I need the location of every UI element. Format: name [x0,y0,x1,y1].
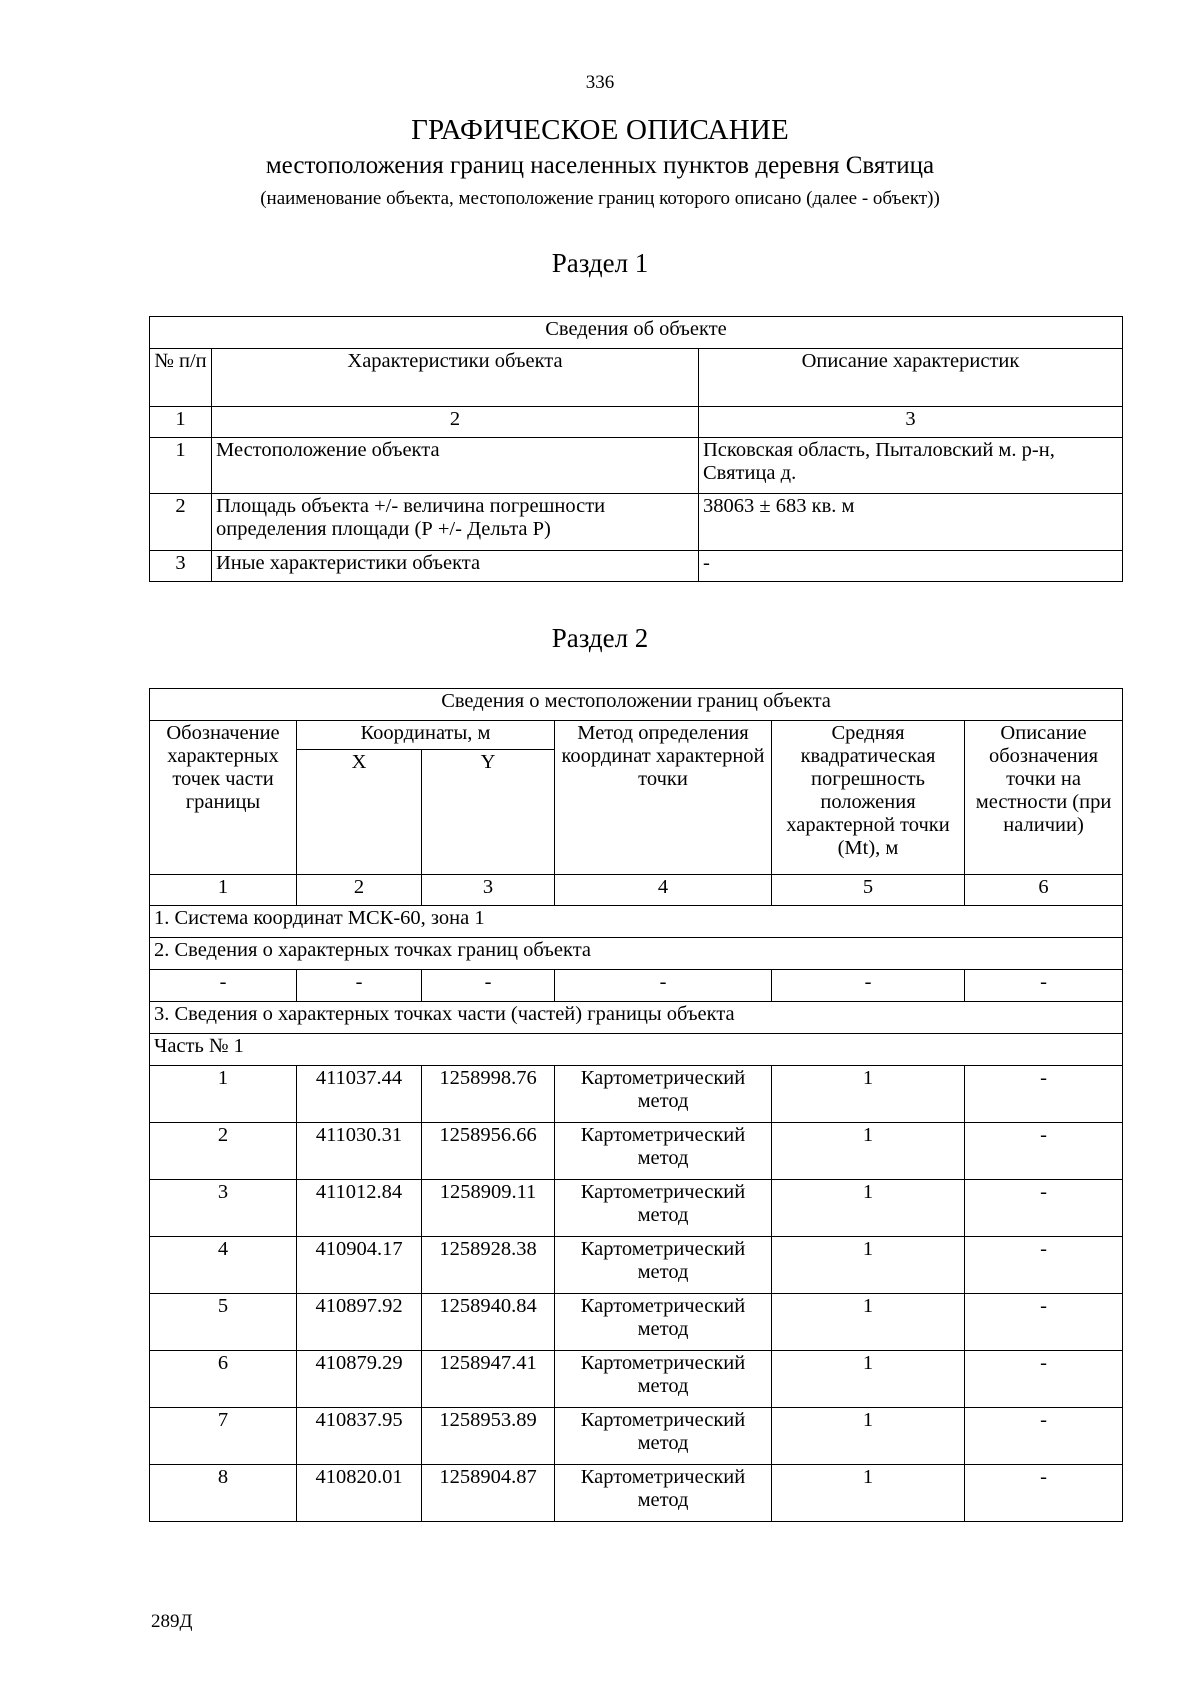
col-number: 5 [772,875,965,906]
table-row [150,1237,1123,1294]
table-row [150,1351,1123,1408]
characteristic-value: Псковская область, Пыталовский м. р-н, Святица д. [699,438,1123,494]
point-x: 411012.84 [297,1180,422,1237]
header-error: Средняя квадратическая погрешность положения характерной точки (Mt), м [772,721,965,875]
table-row [150,1408,1123,1465]
point-description: - [965,1066,1123,1123]
point-description: - [965,1180,1123,1237]
table-row [150,1180,1123,1237]
boundary-table-caption: Сведения о местоположении границ объекта [150,689,1123,721]
point-y: 1258904.87 [422,1465,555,1522]
header-no: № п/п [150,349,212,407]
point-id: 2 [150,1123,297,1180]
point-x: 411037.44 [297,1066,422,1123]
section-2-title: Раздел 2 [551,623,649,653]
point-mt: 1 [772,1123,965,1180]
point-description: - [965,1237,1123,1294]
point-description: - [965,1351,1123,1408]
header-coordinates: Координаты, м [297,721,555,750]
point-mt: 1 [772,1351,965,1408]
object-info-table [149,316,1123,582]
point-method: Картометрический метод [555,1351,772,1408]
object-caption: (наименование объекта, местоположение границ которого описано (далее - объект)) [260,188,940,209]
table-row [150,494,1123,551]
point-method: Картометрический метод [555,1123,772,1180]
point-x: 411030.31 [297,1123,422,1180]
empty-cell: - [965,970,1123,1002]
table-row [150,438,1123,494]
point-mt: 1 [772,1180,965,1237]
point-id: 6 [150,1351,297,1408]
boundary-points-table [149,688,1123,1522]
point-method: Картометрический метод [555,1465,772,1522]
point-x: 410904.17 [297,1237,422,1294]
row-number: 2 [150,494,212,551]
header-characteristics: Характеристики объекта [212,349,699,407]
point-method: Картометрический метод [555,1294,772,1351]
coord-system: 1. Система координат МСК-60, зона 1 [150,906,1123,938]
col-number: 3 [699,407,1123,438]
col-number: 4 [555,875,772,906]
empty-cell: - [555,970,772,1002]
table-row [150,1123,1123,1180]
table-row [150,970,1123,1002]
part-label: Часть № 1 [150,1034,1123,1066]
characteristic-value: 38063 ± 683 кв. м [699,494,1123,551]
point-mt: 1 [772,1237,965,1294]
table-row [150,1294,1123,1351]
header-y: Y [422,750,555,875]
object-info-caption: Сведения об объекте [150,317,1123,349]
row-number: 3 [150,551,212,582]
point-y: 1258928.38 [422,1237,555,1294]
document-title: ГРАФИЧЕСКОЕ ОПИСАНИЕ [411,114,789,146]
point-description: - [965,1294,1123,1351]
empty-cell: - [772,970,965,1002]
point-method: Картометрический метод [555,1408,772,1465]
col-number: 2 [212,407,699,438]
header-description: Описание обозначения точки на местности (при наличии) [965,721,1123,875]
point-method: Картометрический метод [555,1237,772,1294]
point-id: 8 [150,1465,297,1522]
point-description: - [965,1465,1123,1522]
point-id: 3 [150,1180,297,1237]
section-1-title: Раздел 1 [551,248,649,278]
point-y: 1258998.76 [422,1066,555,1123]
point-y: 1258956.66 [422,1123,555,1180]
header-description: Описание характеристик [699,349,1123,407]
point-y: 1258953.89 [422,1408,555,1465]
point-description: - [965,1123,1123,1180]
part-points-heading: 3. Сведения о характерных точках части (частей) границы объекта [150,1002,1123,1034]
point-method: Картометрический метод [555,1180,772,1237]
point-mt: 1 [772,1294,965,1351]
characteristic-name: Площадь объекта +/- величина погрешности определения площади (Р +/- Дельта Р) [212,494,699,551]
table-row [150,551,1123,582]
point-id: 1 [150,1066,297,1123]
col-number: 6 [965,875,1123,906]
point-id: 7 [150,1408,297,1465]
point-x: 410879.29 [297,1351,422,1408]
page-number: 336 [585,72,615,93]
boundary-points-heading: 2. Сведения о характерных точках границ объекта [150,938,1123,970]
col-number: 1 [150,875,297,906]
empty-cell: - [422,970,555,1002]
document-subtitle: местоположения границ населенных пунктов деревня Святица [265,152,935,179]
characteristic-value: - [699,551,1123,582]
header-point: Обозначение характерных точек части границы [150,721,297,875]
col-number: 3 [422,875,555,906]
point-y: 1258940.84 [422,1294,555,1351]
header-method: Метод определения координат характерной точки [555,721,772,875]
point-x: 410897.92 [297,1294,422,1351]
point-id: 4 [150,1237,297,1294]
characteristic-name: Иные характеристики объекта [212,551,699,582]
point-y: 1258947.41 [422,1351,555,1408]
col-number: 1 [150,407,212,438]
point-method: Картометрический метод [555,1066,772,1123]
empty-cell: - [150,970,297,1002]
characteristic-name: Местоположение объекта [212,438,699,494]
point-mt: 1 [772,1066,965,1123]
point-x: 410820.01 [297,1465,422,1522]
header-x: X [297,750,422,875]
point-y: 1258909.11 [422,1180,555,1237]
point-mt: 1 [772,1408,965,1465]
table-row [150,1066,1123,1123]
col-number: 2 [297,875,422,906]
point-mt: 1 [772,1465,965,1522]
table-row [150,1465,1123,1522]
empty-cell: - [297,970,422,1002]
point-description: - [965,1408,1123,1465]
row-number: 1 [150,438,212,494]
point-x: 410837.95 [297,1408,422,1465]
point-id: 5 [150,1294,297,1351]
footer-code: 289Д [151,1611,193,1632]
